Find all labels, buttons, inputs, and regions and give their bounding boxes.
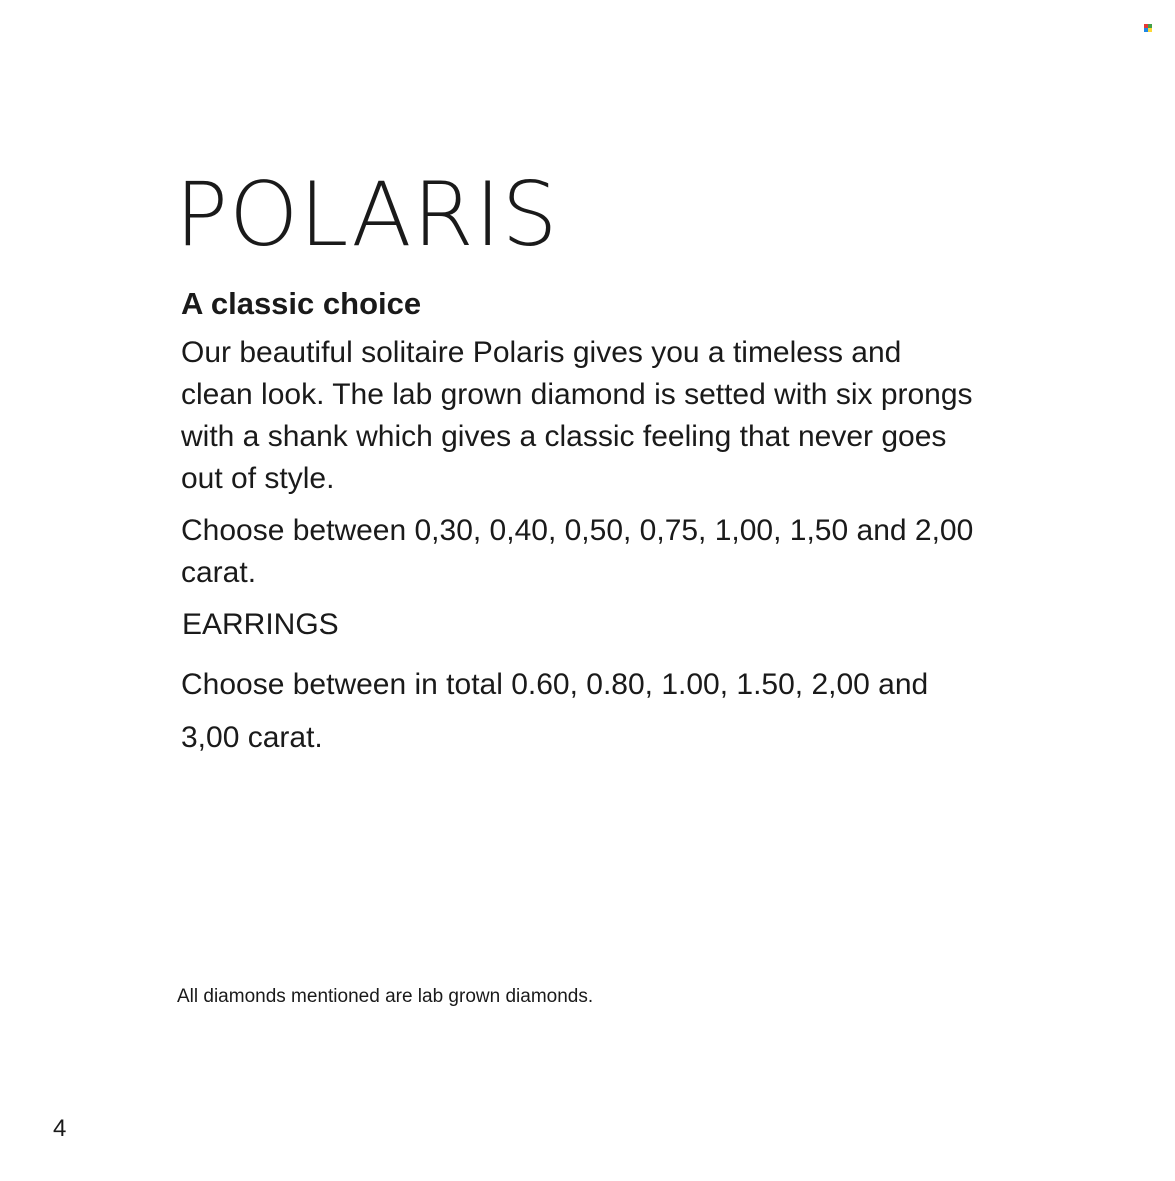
page-subtitle: A classic choice <box>181 286 422 321</box>
page-title: POLARIS <box>175 163 559 266</box>
page-number: 4 <box>53 1115 67 1142</box>
color-registration-mark <box>1144 24 1152 32</box>
page-content <box>175 160 981 764</box>
registration-swatch-yellow <box>1148 28 1152 32</box>
product-description: Our beautiful solitaire Polaris gives you a timeless and clean look. The lab grown diamond is setted with six prongs with a shank which gives a classic feeling that never goes out of style. <box>181 336 973 495</box>
footnote: All diamonds mentioned are lab grown diamonds. <box>177 986 594 1007</box>
ring-carat-options: Choose between 0,30, 0,40, 0,50, 0,75, 1,00, 1,50 and 2,00 carat. <box>181 514 974 589</box>
earrings-carat-options: Choose between in total 0.60, 0.80, 1.00, 1.50, 2,00 and 3,00 carat. <box>181 668 929 754</box>
earrings-heading: EARRINGS <box>182 608 339 641</box>
